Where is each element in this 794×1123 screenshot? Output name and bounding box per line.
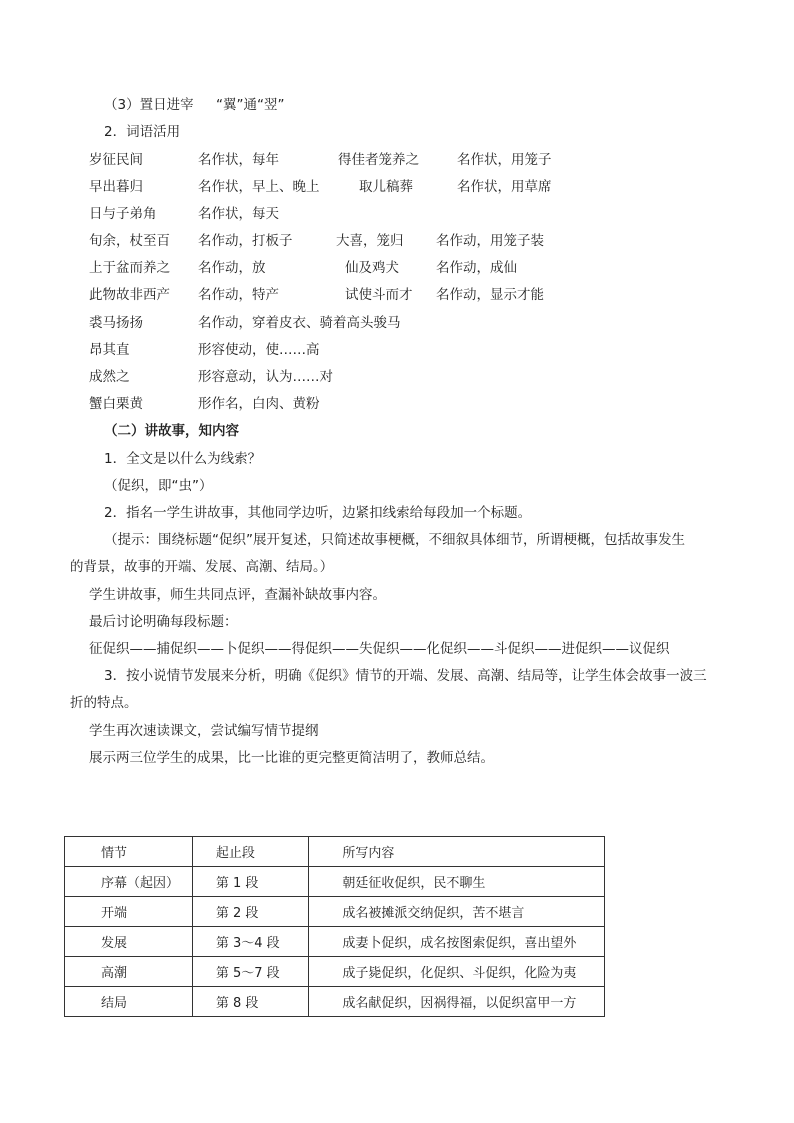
question-2: 2．指名一学生讲故事，其他同学边听，边紧扣线索给每段加一个标题。 <box>104 505 532 521</box>
vocab-usage2: 名作动，用笼子装 <box>436 233 544 249</box>
cell-paragraphs: 第 1 段 <box>215 876 259 891</box>
question-1: 1．全文是以什么为线索？ <box>104 451 262 467</box>
vocab-word2: 得佳者笼养之 <box>338 152 419 168</box>
cell-paragraphs: 第 2 段 <box>215 906 259 921</box>
table-header-cell <box>65 837 193 867</box>
vocab-word: 上于盆而养之 <box>89 260 170 276</box>
vocab-usage2: 名作状，用笼子 <box>457 152 552 168</box>
paragraph-show: 展示两三位学生的成果，比一比谁的更完整更简洁明了，教师总结。 <box>89 750 494 766</box>
item3-label: （3）置日进宰 <box>104 97 194 113</box>
vocab-word: 此物故非西产 <box>89 287 170 303</box>
cell-content: 成名被摊派交纳促织，苦不堪言 <box>342 906 525 921</box>
vocab-word: 蟹白栗黄 <box>89 396 143 412</box>
table-header-cell <box>309 837 605 867</box>
item3-note: “翼”通“翌” <box>216 97 285 113</box>
cell-paragraphs: 第 5～7 段 <box>215 966 280 981</box>
hint-line-1: （提示：围绕标题“促织”展开复述，只简述故事梗概，不细叙具体细节，所谓梗概，包括故事发生 <box>104 532 685 548</box>
table-header-cell <box>192 837 309 867</box>
cell-content: 成名献促织，因祸得福，以促织富甲一方 <box>342 996 577 1011</box>
vocab-word: 裘马扬扬 <box>89 315 143 331</box>
vocab-usage: 名作动，放 <box>198 260 266 276</box>
vocab-usage2: 名作动，显示才能 <box>436 287 544 303</box>
answer-1: （促织，即“虫”） <box>104 478 213 494</box>
vocab-word2: 仙及鸡犬 <box>345 260 399 276</box>
section-heading-word-usage: 2．词语活用 <box>104 124 181 140</box>
vocab-word: 早出暮归 <box>89 179 143 195</box>
question-3-line-2: 折的特点。 <box>70 695 138 711</box>
paragraph-reread: 学生再次速读课文，尝试编写情节提纲 <box>89 723 319 739</box>
part2-heading: （二）讲故事，知内容 <box>104 423 239 439</box>
header-plot: 情节 <box>101 846 128 861</box>
header-content: 所写内容 <box>342 846 395 861</box>
vocab-word: 昂其直 <box>89 342 130 358</box>
vocab-usage: 形容意动，认为……对 <box>198 369 333 385</box>
cell-paragraphs: 第 3～4 段 <box>215 936 280 951</box>
question-3-line-1: 3．按小说情节发展来分析，明确《促织》情节的开端、发展、高潮、结局等，让学生体会故事一波三 <box>104 668 707 684</box>
vocab-usage: 形容使动，使……高 <box>198 342 320 358</box>
cell-content: 成妻卜促织，成名按图索促织，喜出望外 <box>342 936 577 951</box>
table-row <box>65 867 605 897</box>
vocab-word: 旬余，杖至百 <box>89 233 170 249</box>
vocab-usage: 名作动，特产 <box>198 287 279 303</box>
table-row <box>65 897 605 927</box>
vocab-word2: 试使斗而才 <box>345 287 413 303</box>
cell-plot: 开端 <box>101 906 128 921</box>
vocab-usage: 名作状，每天 <box>198 206 279 222</box>
vocab-usage: 名作状，每年 <box>198 152 279 168</box>
vocab-word: 成然之 <box>89 369 130 385</box>
header-paragraphs: 起止段 <box>215 846 255 861</box>
vocab-usage2: 名作动，成仙 <box>436 260 517 276</box>
cell-paragraphs: 第 8 段 <box>215 996 259 1011</box>
vocab-usage: 形作名，白肉、黄粉 <box>198 396 320 412</box>
vocab-usage: 名作状，早上、晚上 <box>198 179 320 195</box>
plot-outline-table <box>64 836 605 1017</box>
cell-plot: 高潮 <box>101 966 128 981</box>
vocab-usage2: 名作状，用草席 <box>457 179 552 195</box>
cell-plot: 结局 <box>101 996 128 1011</box>
titles-chain: 征促织——捕促织——卜促织——得促织——失促织——化促织——斗促织——进促织——议促织 <box>89 641 670 657</box>
table-row <box>65 927 605 957</box>
vocab-usage: 名作动，打板子 <box>198 233 293 249</box>
hint-line-2: 的背景，故事的开端、发展、高潮、结局。） <box>70 559 334 575</box>
paragraph-final: 最后讨论明确每段标题： <box>89 614 238 630</box>
vocab-word2: 取儿稿葬 <box>359 179 413 195</box>
table-header-row <box>65 837 605 867</box>
cell-plot: 发展 <box>101 936 128 951</box>
vocab-word: 岁征民间 <box>89 152 143 168</box>
cell-content: 朝廷征收促织，民不聊生 <box>342 876 486 891</box>
table-row <box>65 957 605 987</box>
vocab-word: 日与子弟角 <box>89 206 157 222</box>
paragraph-tell: 学生讲故事，师生共同点评，查漏补缺故事内容。 <box>89 587 386 603</box>
table-row <box>65 987 605 1017</box>
vocab-usage: 名作动，穿着皮衣、骑着高头骏马 <box>198 315 401 331</box>
cell-plot: 序幕（起因） <box>101 876 180 891</box>
vocab-word2: 大喜，笼归 <box>336 233 404 249</box>
cell-content: 成子毙促织，化促织、斗促织，化险为夷 <box>342 966 577 981</box>
